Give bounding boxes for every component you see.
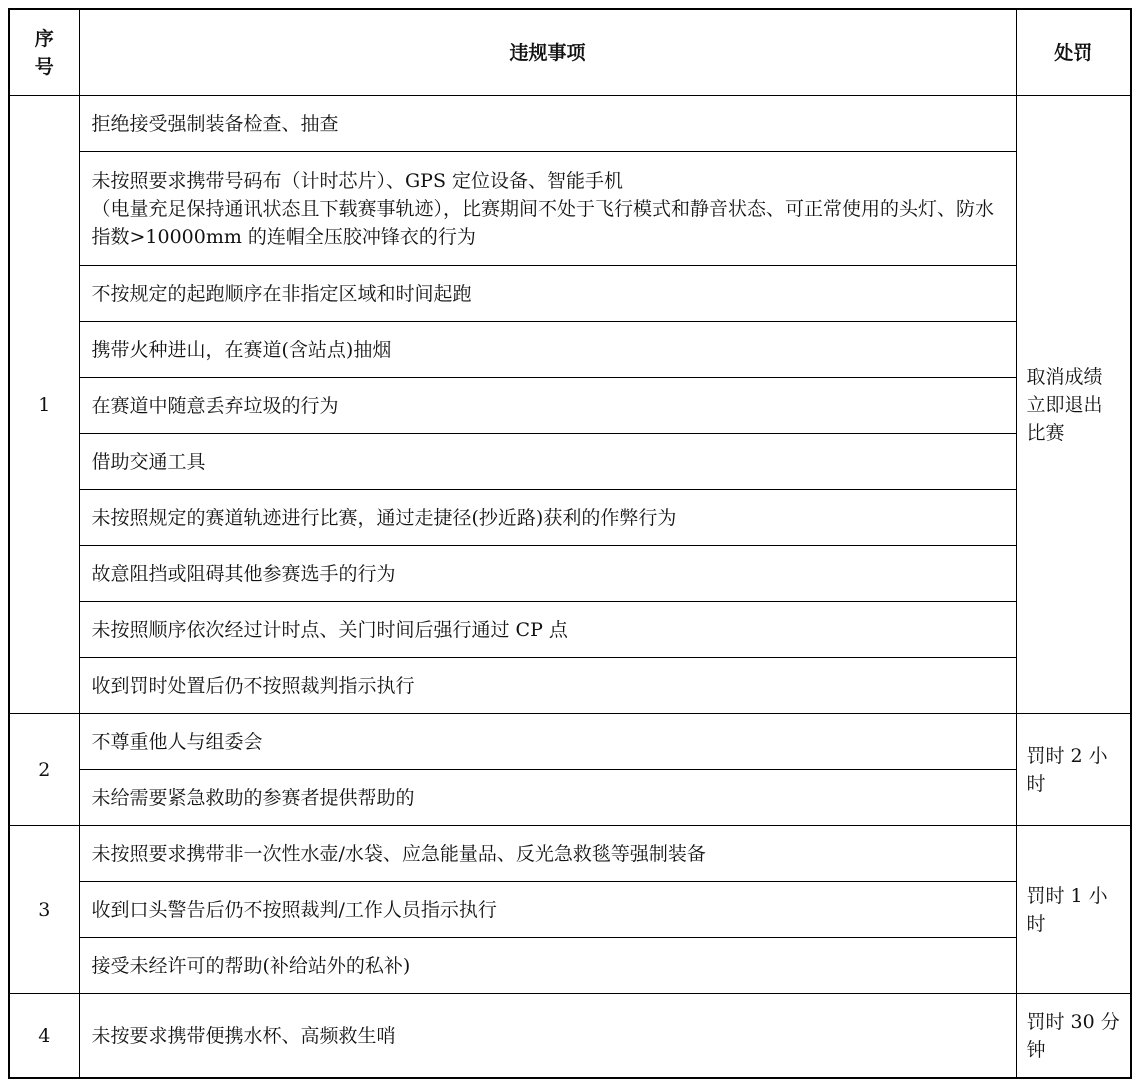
- violation-item-line: 未按照要求携带号码布（计时芯片）、GPS 定位设备、智能手机: [91, 169, 624, 192]
- violation-item: 接受未经许可的帮助(补给站外的私补): [79, 938, 1016, 994]
- table-row: [9, 938, 1131, 994]
- violation-item: 不按规定的起跑顺序在非指定区域和时间起跑: [79, 266, 1016, 322]
- table-row: [9, 770, 1131, 826]
- table-row: [9, 826, 1131, 882]
- penalty-cell: 罚时 1 小时: [1016, 826, 1131, 994]
- violation-item: 拒绝接受强制装备检查、抽查: [79, 96, 1016, 152]
- violation-item: 未按照要求携带非一次性水壶/水袋、应急能量品、反光急救毯等强制装备: [79, 826, 1016, 882]
- violation-item: 未给需要紧急救助的参赛者提供帮助的: [79, 770, 1016, 826]
- table-row: [9, 378, 1131, 434]
- header-no: [9, 9, 79, 96]
- violation-item: 未按照规定的赛道轨迹进行比赛，通过走捷径(抄近路)获利的作弊行为: [79, 490, 1016, 546]
- header-item: 违规事项: [79, 9, 1016, 96]
- violation-item: 收到罚时处置后仍不按照裁判指示执行: [79, 658, 1016, 714]
- table-row: [9, 658, 1131, 714]
- table-row: [9, 266, 1131, 322]
- table-row: [9, 96, 1131, 152]
- violation-item-line: （电量充足保持通讯状态且下载赛事轨迹），比赛期间不处于飞行模式和静音状态、可正常使用的头灯、防水指数>10000mm 的连帽全压胶冲锋衣的行为: [91, 197, 995, 248]
- table-row: [9, 714, 1131, 770]
- table-row: [9, 490, 1131, 546]
- group-number: 1: [9, 96, 79, 714]
- violation-item: 收到口头警告后仍不按照裁判/工作人员指示执行: [79, 882, 1016, 938]
- table-row: [9, 994, 1131, 1079]
- group-number: 3: [9, 826, 79, 994]
- header-no-line2: 号: [34, 55, 54, 78]
- violation-item: 未按要求携带便携水杯、高频救生哨: [79, 994, 1016, 1079]
- table-row: [9, 322, 1131, 378]
- table-row: [9, 882, 1131, 938]
- violation-item: 携带火种进山，在赛道(含站点)抽烟: [79, 322, 1016, 378]
- group-number: 2: [9, 714, 79, 826]
- violation-item: 故意阻挡或阻碍其他参赛选手的行为: [79, 546, 1016, 602]
- penalty-cell: 罚时 30 分钟: [1016, 994, 1131, 1079]
- violation-item: 未按照顺序依次经过计时点、关门时间后强行通过 CP 点: [79, 602, 1016, 658]
- header-penalty: 处罚: [1016, 9, 1131, 96]
- violation-item: 在赛道中随意丢弃垃圾的行为: [79, 378, 1016, 434]
- penalty-cell: 罚时 2 小时: [1016, 714, 1131, 826]
- violations-table: [8, 8, 1132, 1079]
- table-row: [9, 434, 1131, 490]
- penalty-cell: 取消成绩立即退出比赛: [1016, 96, 1131, 714]
- violation-item: 不尊重他人与组委会: [79, 714, 1016, 770]
- header-row: [9, 9, 1131, 96]
- group-number: 4: [9, 994, 79, 1079]
- violation-item: 借助交通工具: [79, 434, 1016, 490]
- table-row: [9, 602, 1131, 658]
- header-no-line1: 序: [34, 27, 54, 50]
- violation-item: [79, 152, 1016, 266]
- table-row: [9, 546, 1131, 602]
- table-row: [9, 152, 1131, 266]
